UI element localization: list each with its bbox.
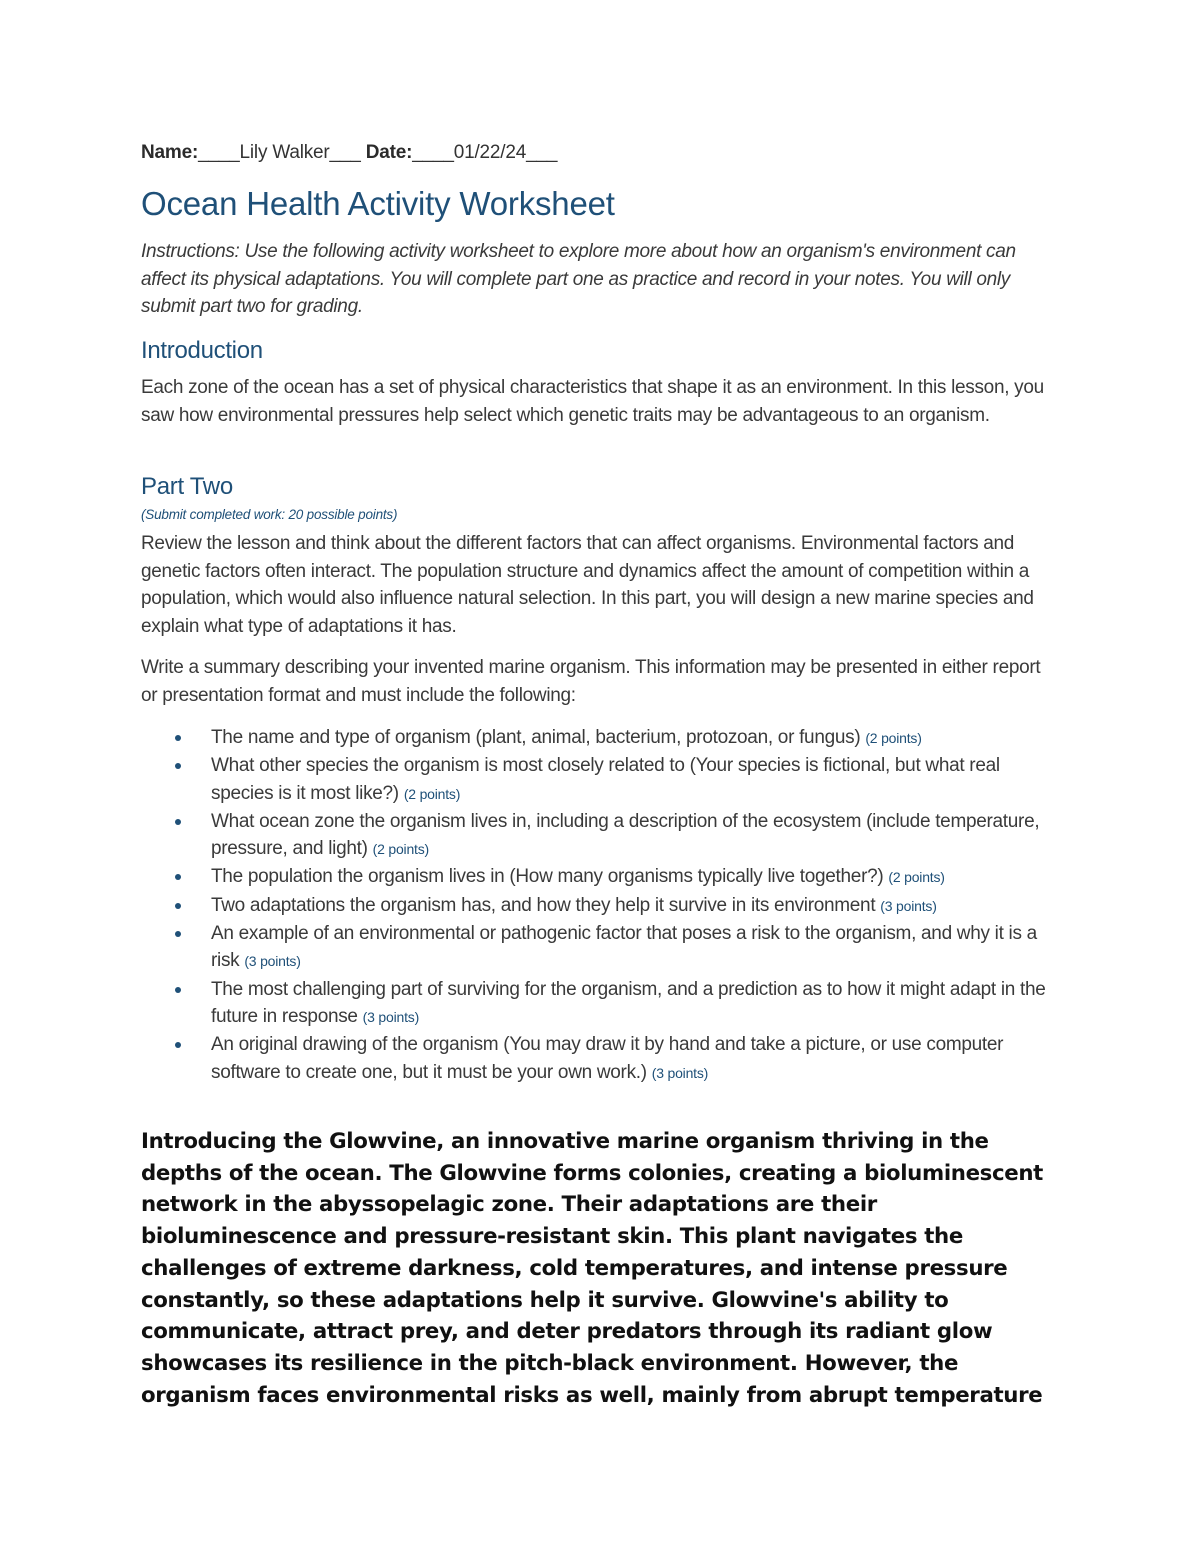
list-item: Two adaptations the organism has, and how they help it survive in its environment (3 points): [141, 892, 1061, 920]
bullet-icon: [175, 874, 181, 880]
part-two-heading: Part Two: [141, 473, 233, 500]
bullet-icon: [175, 1042, 181, 1048]
list-item: What ocean zone the organism lives in, including a description of the ecosystem (include temperature, pressure, and light) (2 points): [141, 808, 1061, 864]
name-date-line: [141, 142, 557, 164]
part-two-body: Review the lesson and think about the different factors that can affect organisms. Environmental factors and genetic factors often interact. The population structure and dynamics affect the amount of competition within a population, which would also influence natural selection. In this part, you will design a new marine species and explain what type of adaptations it has.: [141, 533, 1034, 637]
instructions-text: Instructions: Use the following activity worksheet to explore more about how an organism's environment can affect its physical adaptations. You will complete part one as practice and record in your notes. You will only submit part two for grading.: [141, 241, 1016, 317]
introduction-heading: Introduction: [141, 337, 263, 364]
points-label: (3 points): [244, 953, 301, 970]
summary-prompt: Write a summary describing your invented marine organism. This information may be presented in either report or presentation format and must include the following:: [141, 657, 1041, 706]
requirements-list: [141, 724, 1061, 1087]
points-label: (3 points): [362, 1008, 420, 1025]
bullet-icon: [175, 735, 181, 741]
list-item: The name and type of organism (plant, animal, bacterium, protozoan, or fungus) (2 points): [141, 724, 1061, 752]
points-label: (2 points): [403, 785, 461, 802]
date-value: ____01/22/24___: [412, 142, 558, 163]
bullet-icon: [175, 931, 181, 937]
points-label: (3 points): [880, 897, 937, 914]
points-label: (2 points): [372, 841, 429, 858]
date-label: Date:: [365, 142, 413, 163]
points-label: (3 points): [651, 1064, 709, 1081]
bullet-icon: [175, 763, 181, 769]
name-value: ____Lily Walker___: [198, 142, 361, 163]
list-item: The most challenging part of surviving for the organism, and a prediction as to how it might adapt in the future in response (3 points): [141, 976, 1061, 1032]
points-label: (2 points): [888, 869, 945, 886]
bullet-icon: [175, 819, 181, 825]
part-two-points-note: (Submit completed work: 20 possible points): [141, 507, 398, 522]
student-answer: Introducing the Glowvine, an innovative marine organism thriving in the depths of the ocean. The Glowvine forms colonies, creating a bioluminescent network in the abyssopelagic zone. Their adaptations are their bioluminescence and pressure-resistant skin. This plant navigates the challenges of extreme darkness, cold temperatures, and intense pressure constantly, so these adaptations help it survive. Glowvine's ability to communicate, attract prey, and deter predators through its radiant glow showcases its resilience in the pitch-black environment. However, the organism faces environmental risks as well, mainly from abrupt temperature: [141, 1129, 1044, 1408]
list-item: An original drawing of the organism (You may draw it by hand and take a picture, or use computer software to create one, but it must be your own work.) (3 points): [141, 1031, 1061, 1087]
introduction-body: Each zone of the ocean has a set of physical characteristics that shape it as an environment. In this lesson, you saw how environmental pressures help select which genetic traits may be advantageous to an organism.: [141, 377, 1044, 426]
points-label: (2 points): [865, 730, 922, 746]
page-title: Ocean Health Activity Worksheet: [141, 185, 615, 222]
list-item: An example of an environmental or pathogenic factor that poses a risk to the organism, and why it is a risk (3 points): [141, 920, 1061, 976]
bullet-icon: [175, 987, 181, 993]
list-item: The population the organism lives in (How many organisms typically live together?) (2 points): [141, 863, 1061, 891]
list-item: What other species the organism is most closely related to (Your species is fictional, but what real species is it most like?) (2 points): [141, 752, 1061, 808]
name-label: Name:: [141, 142, 199, 163]
bullet-icon: [175, 903, 181, 909]
